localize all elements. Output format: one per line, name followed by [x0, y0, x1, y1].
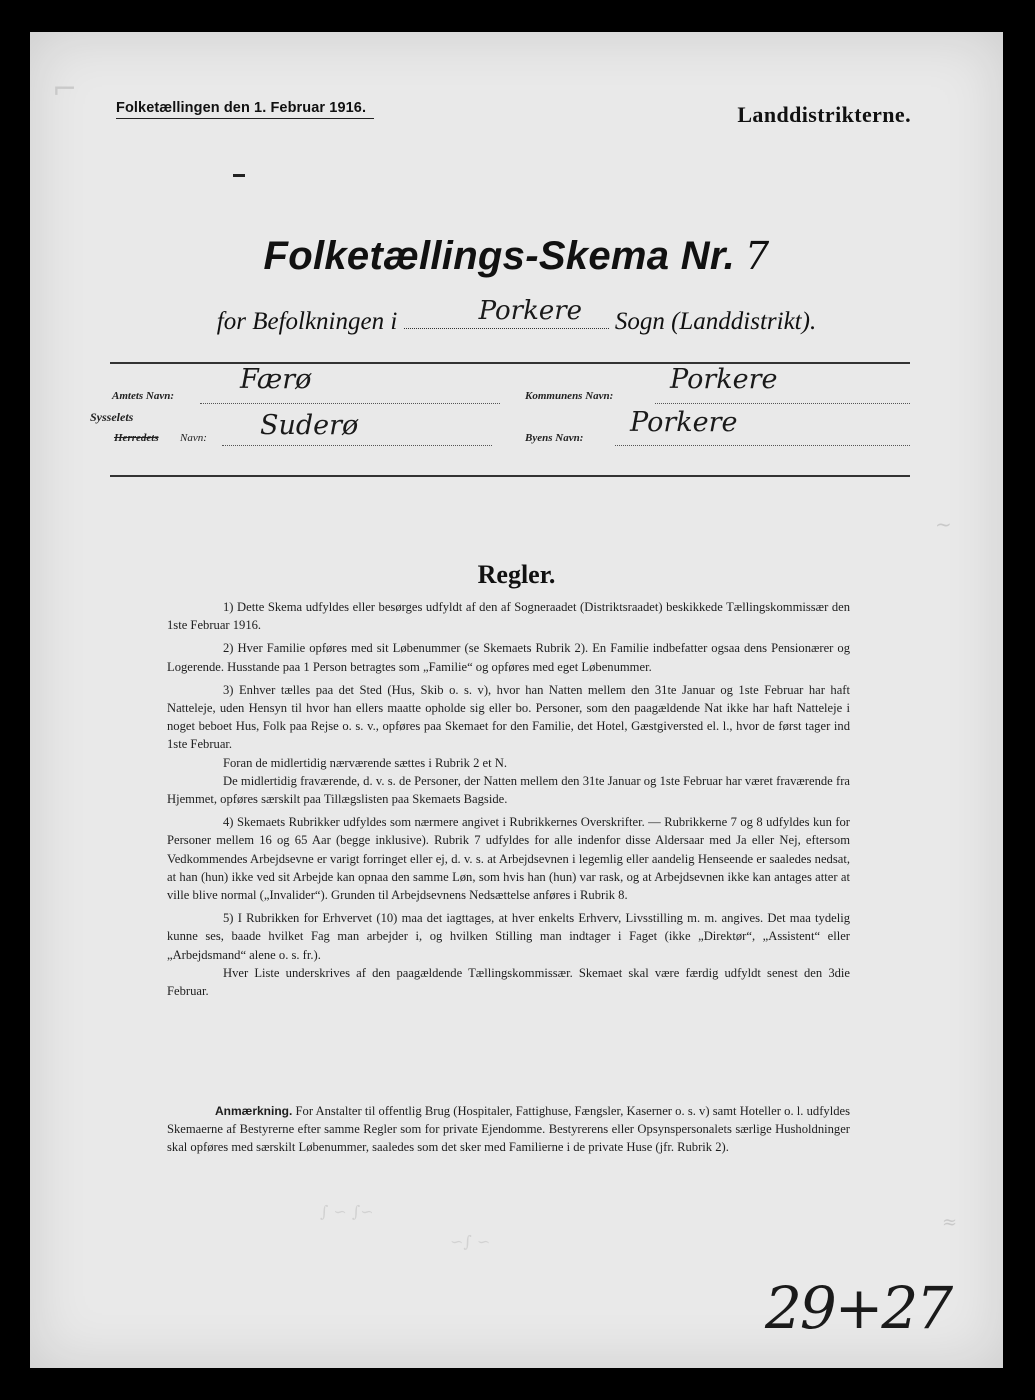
town-value-handwritten: Porkere — [630, 407, 738, 438]
population-prefix: for Befolkningen i — [216, 308, 398, 335]
rule-paragraph: De midlertidig fraværende, d. v. s. de Personer, der Natten mellem den 31te Januar og 1ste Februar har været fraværende fra Hjemmet, opføres særskilt paa Tillægslisten paa Skemaets Bagside. — [167, 773, 850, 807]
dash-mark — [233, 174, 245, 177]
bleed-through-mark: ⌐ — [52, 72, 78, 107]
parish-handwritten: Porkere — [478, 296, 583, 326]
rule-paragraph: 4) Skemaets Rubrikker udfyldes som nærmere angivet i Rubrikkernes Overskrifter. — Rubrikkerne 7 og 8 udfyldes kun for Personer mellem 16 og 65 Aar (begge inklusive). Rubrik 7 udfyldes for alle indenfor disse Aldersaar med Ja eller Nej, eftersom Vedkommendes Arbejdsevne er varigt forringet eller ej, d. v. s. at Arbejdsevnen i legemlig eller aandelig Henseende er saaledes nedsat, at han (hun) ikke ved sit Arbejde kan opnaa den samme Løn, som hvis han (hun) var rask, og at Arbejdsevnen ikke kan antages atter at ville blive normal („Invalider“). Grunden til Arbejdsevnens Nedsættelse anføres i Rubrik 8. — [167, 815, 850, 903]
form-title — [30, 234, 1003, 279]
remark-label: Anmærkning. — [215, 1104, 293, 1118]
header-underline — [116, 118, 374, 119]
district-label-suffix: Navn: — [180, 432, 207, 444]
district-value-handwritten: Suderø — [260, 410, 359, 441]
district-label-sysselets: Sysselets — [90, 410, 134, 424]
remark-paragraph — [167, 1102, 850, 1157]
bleed-through-mark: ∽∫ ∽ — [450, 1232, 491, 1251]
section-divider — [110, 362, 910, 364]
rule-paragraph: 5) I Rubrikken for Erhvervet (10) maa det iagttages, at hver enkelts Erhverv, Livsstilling m. m. angives. Det maa tydelig kunne ses, baade hvilket Fag man arbejder i, og hvilken Stilling man indtager i Faget (ikke „Direktør“, „Assistent“ eller „Arbejdsmand“ alene o. s. fr.). — [167, 911, 850, 962]
municipality-label: Kommunens Navn: — [525, 390, 614, 402]
town-label: Byens Navn: — [525, 432, 584, 444]
county-label: Amtets Navn: — [112, 390, 175, 402]
population-line — [30, 296, 1003, 336]
district-type-header: Landdistrikterne. — [737, 102, 911, 127]
section-divider — [110, 475, 910, 477]
rules-heading: Regler. — [477, 560, 556, 589]
rule-paragraph: Hver Liste underskrives af den paagældende Tællingskommissær. Skemaet skal være færdig udfyldt senest den 3die Februar. — [167, 965, 850, 999]
rules-body — [167, 598, 850, 1005]
bleed-through-mark: ≈ — [942, 1212, 958, 1233]
municipality-field-line — [655, 402, 910, 404]
county-value-handwritten: Færø — [240, 364, 312, 395]
rule-paragraph: Foran de midlertidig nærværende sættes i Rubrik 2 et N. — [223, 755, 508, 770]
remark-text: For Anstalter til offentlig Brug (Hospitaler, Fattighuse, Fængsler, Kaserner o. s. v) samt Hoteller o. l. udfyldes Skemaerne af Bestyrerne efter samme Regler som for private Ejendomme. Bestyrerens eller Opsynspersonalets særlige Husholdninger skal opføres med særskilt Løbenummer, saaledes som det sker med Familierne i de private Huse (jfr. Rubrik 2). — [167, 1104, 850, 1155]
county-field-line — [200, 402, 500, 404]
parish-field — [404, 296, 609, 329]
population-suffix: Sogn (Landdistrikt). — [614, 308, 817, 335]
census-form-page — [30, 32, 1003, 1368]
census-date-header: Folketællingen den 1. Februar 1916. — [116, 100, 367, 116]
bleed-through-mark: ∫ ∽ ∫∽ — [320, 1202, 374, 1221]
remark-section — [167, 1102, 850, 1157]
rule-paragraph: 1) Dette Skema udfyldes eller besørges udfyldt af den af Sogneraadet (Distriktsraadet) beskikkede Tællingskommissær den 1ste Februar 1916. — [167, 600, 850, 633]
form-number-handwritten: 7 — [745, 234, 770, 278]
municipality-value-handwritten: Porkere — [670, 364, 778, 395]
district-label-struck: Herredets — [114, 432, 159, 444]
rule-paragraph: 3) Enhver tælles paa det Sted (Hus, Skib o. s. v), hvor han Natten mellem den 31te Januar og 1ste Februar har haft Natteleje, uden Hensyn til hvor han ellers maatte opholde sig eller bo. Personer, som den paagældende Nat ikke har haft Natteleje i noget beboet Hus, Folk paa Rejse o. s. v., opføres paa Skemaet for den Familie, det Hotel, Gæstgiversted el. l., hvor de først tager ind 1ste Februar. — [167, 682, 850, 752]
rule-paragraph: 2) Hver Familie opføres med sit Løbenummer (se Skemaets Rubrik 2). En Familie indbefatter ogsaa dens Pensionærer og Logerende. Husstande paa 1 Person betragtes som „Familie“ og opføres med eget Løbenummer. — [167, 641, 850, 674]
district-field-line — [222, 444, 492, 446]
page-number-handwritten: 29+27 — [765, 1274, 952, 1342]
bleed-through-mark: ~ — [935, 512, 952, 536]
form-title-text: Folketællings-Skema Nr. — [263, 234, 735, 278]
town-field-line — [615, 444, 910, 446]
